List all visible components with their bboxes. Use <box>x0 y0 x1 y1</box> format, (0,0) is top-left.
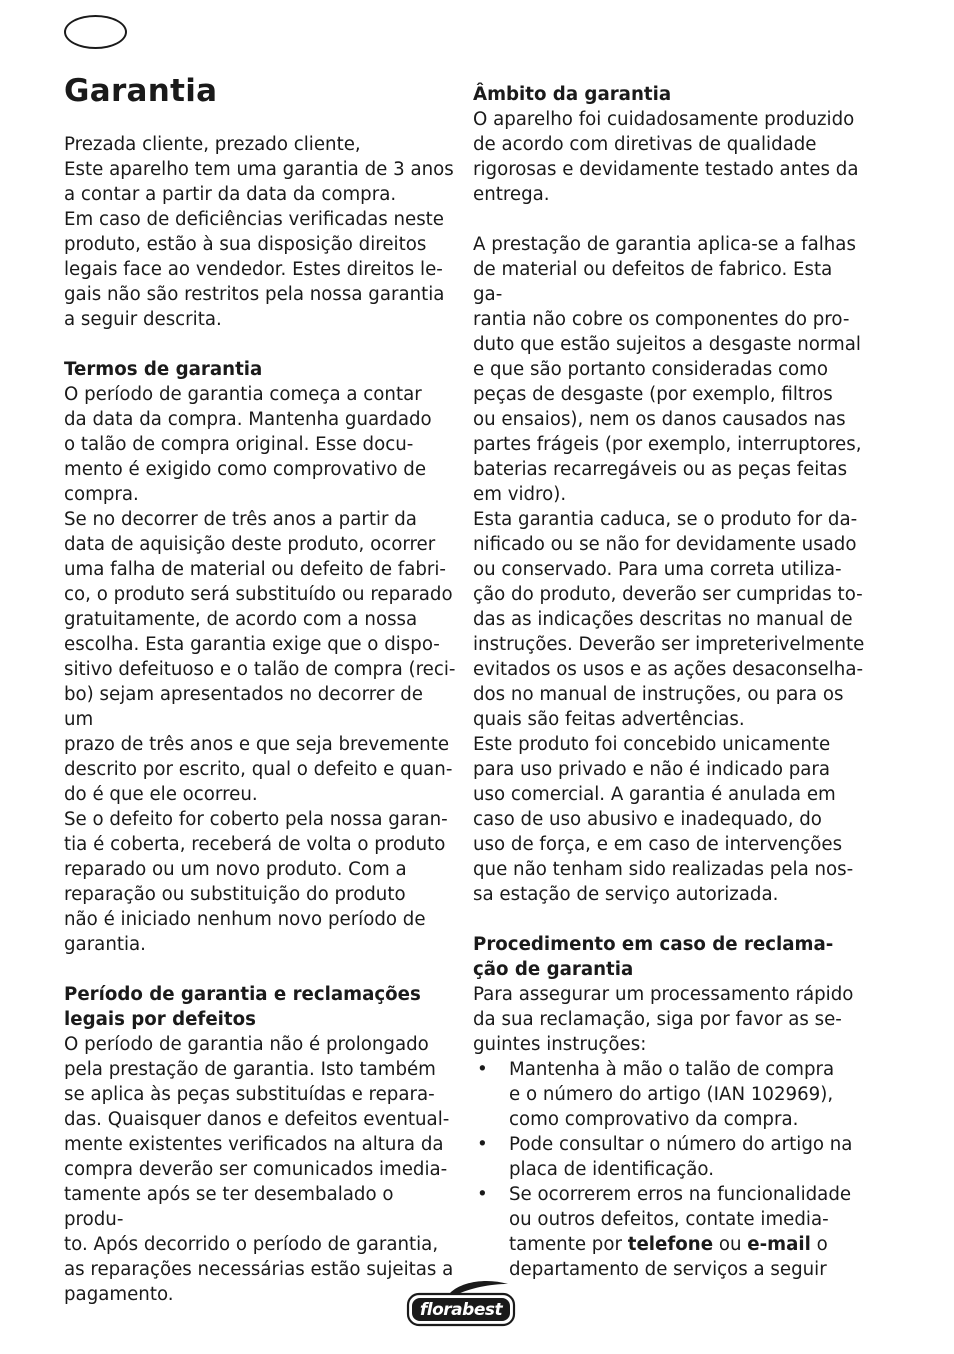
procedure-heading: Procedimento em caso de reclama- ção de garantia <box>473 934 834 980</box>
florabest-logo <box>404 1279 516 1329</box>
right-column <box>473 82 865 1282</box>
logo-text: florabest <box>419 1300 503 1320</box>
procedure-paragraph: Para assegurar um processamento rápido da sua reclamação, siga por favor as se- guintes instruções: <box>473 984 854 1055</box>
terms-heading: Termos de garantia <box>64 359 263 380</box>
list-item: • Mantenha à mão o talão de compra e o número do artigo (IAN 102969), como comprovativo da compra. <box>473 1057 865 1132</box>
scope-heading: Âmbito da garantia <box>473 84 672 105</box>
period-paragraph: O período de garantia não é prolongado pela prestação de garantia. Isto também se aplica às peças substituídas e repara- das. Quaisquer danos e defeitos eventual- mente existentes verificados na altura da compra deverão ser comunicados imedia- tamente após se ter desembalado o produ- to. Após decorrido o período de garantia, as reparações necessárias estão sujeitas a pagamento. <box>64 1034 454 1305</box>
left-column <box>64 132 456 1307</box>
intro-paragraph: Prezada cliente, prezado cliente, Este aparelho tem uma garantia de 3 anos a contar a partir da data da compra. Em caso de deficiências verificadas neste produto, estão à sua disposição direitos legais face ao vendedor. Estes direitos le- gais não são restritos pela nossa garantia a seguir descrita. <box>64 134 454 330</box>
coverage-paragraph: A prestação de garantia aplica-se a falhas de material ou defeitos de fabrico. Esta ga- rantia não cobre os componentes do pro- duto que estão sujeitos a desgaste normal e que são portanto consideradas como peças de desgaste (por exemplo, filtros ou ensaios), nem os danos causados nas partes frágeis (por exemplo, interruptores, baterias recarregáveis ou as peças feitas em vidro). Esta garantia caduca, se o produto for da- nificado ou se não for devidamente usado ou conservado. Para uma correta utiliza- ção do produto, deverão ser cumpridas to- das as indicações descritas no manual de instruções. Deverão ser impreterivelmente evitados os usos e as ações desaconselha- dos no manual de instruções, ou para os quais são feitas advertências. Este produto foi concebido unicamente para uso privado e não é indicado para uso comercial. A garantia é anulada em caso de uso abusivo e inadequado, do uso de força, e em caso de intervenções que não tenham sido realizadas pela nos- sa estação de serviço autorizada. <box>473 234 865 905</box>
terms-paragraph: O período de garantia começa a contar da data da compra. Mantenha guardado o talão de compra original. Esse docu- mento é exigido como comprovativo de compra. Se no decorrer de três anos a partir da data de aquisição deste produto, ocorrer uma falha de material ou defeito de fabri- co, o produto será substituído ou reparado gratuitamente, de acordo com a nossa escolha. Esta garantia exige que o dispo- sitivo defeituoso e o talão de compra (reci- bo) sejam apresentados no decorrer de um prazo de três anos e que seja brevemente descrito por escrito, qual o defeito e quan- do é que ele ocorreu. Se o defeito for coberto pela nossa garan- tia é coberta, receberá de volta o produto reparado ou um novo produto. Com a reparação ou substituição do produto não é iniciado nenhum novo período de garantia. <box>64 384 456 955</box>
period-heading: Período de garantia e reclamações legais por defeitos <box>64 984 421 1030</box>
email-label: e-mail <box>747 1234 811 1255</box>
language-badge <box>64 15 127 49</box>
telephone-label: telefone <box>627 1234 714 1255</box>
page-title: Garantia <box>64 73 218 109</box>
procedure-list <box>473 1057 865 1282</box>
scope-paragraph: O aparelho foi cuidadosamente produzido de acordo com diretivas de qualidade rigorosas e devidamente testado antes da entrega. <box>473 109 859 205</box>
list-item: • Se ocorrerem erros na funcionalidade ou outros defeitos, contate imedia- tamente por telefone ou e-mail o departamento de serviços a seguir <box>473 1182 865 1282</box>
list-item: • Pode consultar o número do artigo na placa de identificação. <box>473 1132 865 1182</box>
